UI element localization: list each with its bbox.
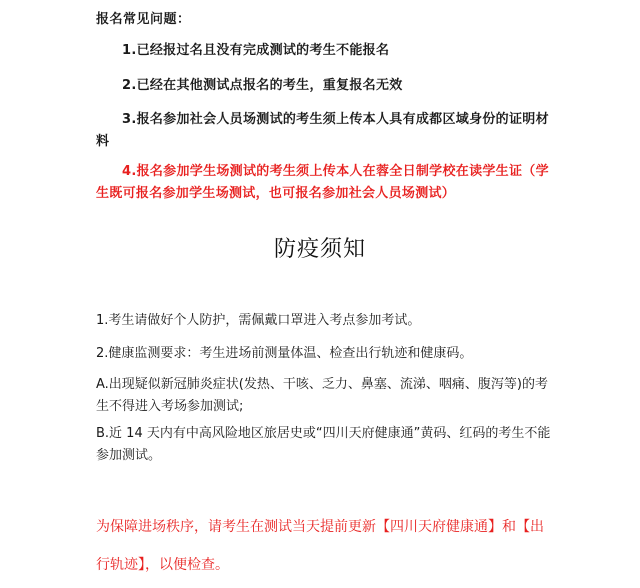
notice-item-b: B.近 14 天内有中高风险地区旅居史或“四川天府健康通”黄码、红码的考生不能参加测试。	[96, 426, 551, 463]
faq-heading: 报名常见问题：	[96, 12, 191, 27]
faq-item-1: 1.已经报过名且没有完成测试的考生不能报名	[122, 43, 390, 58]
epidemic-title: 防疫须知	[273, 237, 366, 262]
faq-item-4: 4.报名参加学生场测试的考生须上传本人在蓉全日制学校在读学生证（学生既可报名参加学生场测试，也可报名参加社会人员场测试）	[96, 164, 549, 201]
closing-notice: 为保障进场秩序，请考生在测试当天提前更新【四川天府健康通】和【出行轨迹】，以便检查。	[96, 519, 544, 573]
faq-item-3: 3.报名参加社会人员场测试的考生须上传本人具有成都区域身份的证明材料	[96, 112, 549, 149]
notice-item-a: A.出现疑似新冠肺炎症状(发热、干咳、乏力、鼻塞、流涕、咽痛、腹泻等)的考生不得进入考场参加测试;	[96, 377, 548, 414]
notice-item-2: 2.健康监测要求：考生进场前测量体温、检查出行轨迹和健康码。	[96, 346, 473, 361]
notice-item-1: 1.考生请做好个人防护，需佩戴口罩进入考点参加考试。	[96, 313, 421, 328]
faq-item-2: 2.已经在其他测试点报名的考生，重复报名无效	[122, 78, 403, 93]
